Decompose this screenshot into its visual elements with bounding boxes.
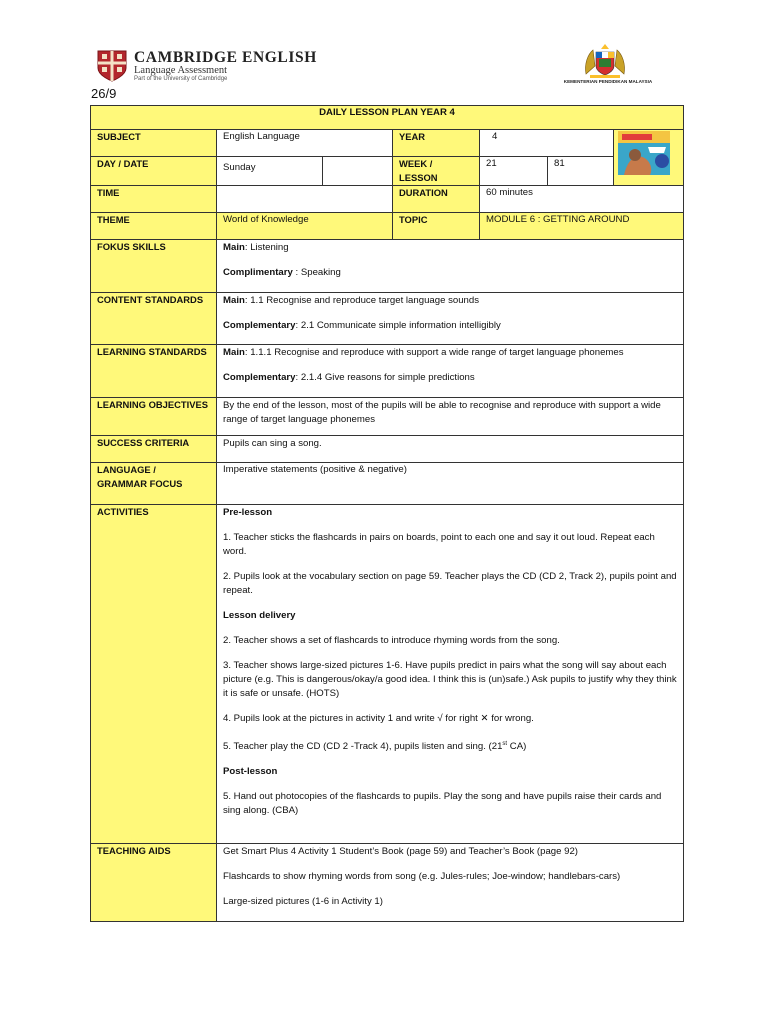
activities-row — [91, 505, 684, 844]
page-header — [0, 0, 768, 101]
fokus-skills-label: FOKUS SKILLS — [91, 240, 217, 293]
grammar-focus-row — [91, 463, 684, 505]
learning-main-value: : 1.1.1 Recognise and reproduce with support a wide range of target language phonemes — [244, 347, 624, 358]
activity-delivery-4-sup: st — [502, 741, 508, 747]
activity-delivery-4-tail: CA) — [507, 741, 527, 753]
activity-delivery-4 — [223, 737, 677, 754]
learning-objectives-value: By the end of the lesson, most of the pupils will be able to recognise and reproduce with support a wide range of target language phonemes — [217, 398, 684, 436]
activities-value — [217, 505, 684, 844]
grammar-focus-label — [91, 463, 217, 505]
theme-value: World of Knowledge — [217, 213, 393, 240]
plan-title: DAILY LESSON PLAN YEAR 4 — [91, 106, 684, 130]
year-value: 4 — [480, 130, 614, 157]
year-label: YEAR — [393, 130, 480, 157]
grammar-label-line-2: GRAMMAR FOCUS — [97, 478, 183, 489]
date-note: 26/9 — [91, 86, 117, 101]
activities-label: ACTIVITIES — [91, 505, 217, 844]
pre-lesson-heading: Pre-lesson — [223, 507, 273, 518]
activity-post-1: 5. Hand out photocopies of the flashcards to pupils. Play the song and have pupils raise their cards and sing along. (CBA) — [223, 791, 662, 817]
learning-comp-label: Complementary — [223, 372, 296, 383]
teaching-aid-1: Get Smart Plus 4 Activity 1 Student’s Book (page 59) and Teacher’s Book (page 92) — [223, 846, 578, 857]
content-standards-value — [217, 293, 684, 345]
activity-pre-2: 2. Pupils look at the vocabulary section on page 59. Teacher plays the CD (CD 2, Track 2), pupils point and repeat. — [223, 571, 677, 596]
subject-value: English Language — [217, 130, 393, 157]
activity-delivery-2: 3. Teacher shows large-sized pictures 1-6. Have pupils predict in pairs what the song will say about each picture (e.g. This is dangerous/okay/a good idea. I think this is (un)safe.) Ask pupils to justify why they think it is safe or unsafe. (HOTS) — [223, 660, 677, 699]
topic-label: TOPIC — [393, 213, 480, 240]
success-criteria-value: Pupils can sing a song. — [217, 436, 684, 463]
lesson-plan-table — [90, 105, 684, 922]
activity-delivery-1: 2. Teacher shows a set of flashcards to introduce rhyming words from the song. — [223, 635, 560, 646]
content-comp-value: : 2.1 Communicate simple information intelligibly — [295, 320, 501, 331]
day-row — [91, 157, 684, 186]
activity-pre-1: 1. Teacher sticks the flashcards in pairs on boards, point to each one and say it out loud. Repeat each word. — [223, 532, 655, 557]
success-criteria-row — [91, 436, 684, 463]
teaching-aids-value — [217, 844, 684, 922]
teaching-aid-2: Flashcards to show rhyming words from song (e.g. Jules-rules; Joe-window; handlebars-cars) — [223, 871, 621, 882]
fokus-skills-row — [91, 240, 684, 293]
subject-row — [91, 130, 684, 157]
fokus-skills-value — [217, 240, 684, 293]
cambridge-subtitle: Language Assessment — [134, 65, 228, 76]
activity-delivery-4-text: 5. Teacher play the CD (CD 2 -Track 4), pupils listen and sing. (21 — [223, 741, 503, 753]
date-value — [323, 157, 393, 186]
fokus-main-label: Main — [223, 242, 245, 253]
learning-standards-label: LEARNING STANDARDS — [91, 345, 217, 398]
learning-standards-value — [217, 345, 684, 398]
day-label: DAY / DATE — [91, 157, 217, 186]
learning-standards-row — [91, 345, 684, 398]
content-standards-label: CONTENT STANDARDS — [91, 293, 217, 345]
learning-main-label: Main — [223, 347, 245, 358]
theme-row — [91, 213, 684, 240]
cambridge-title: CAMBRIDGE ENGLISH — [134, 49, 317, 66]
post-lesson-heading: Post-lesson — [223, 766, 278, 778]
book-cover-cell — [614, 130, 684, 186]
week-label: WEEK / LESSON — [393, 157, 480, 186]
content-comp-label: Complementary — [223, 320, 296, 331]
learning-comp-value: : 2.1.4 Give reasons for simple predictions — [295, 372, 475, 383]
content-standards-row — [91, 293, 684, 345]
teaching-aid-3: Large-sized pictures (1-6 in Activity 1) — [223, 896, 383, 907]
learning-objectives-label: LEARNING OBJECTIVES — [91, 398, 217, 436]
malaysia-crest-icon — [582, 44, 628, 78]
fokus-main-value: : Listening — [244, 242, 289, 253]
teaching-aids-label: TEACHING AIDS — [91, 844, 217, 922]
time-value — [217, 186, 393, 213]
content-main-label: Main — [223, 295, 245, 306]
get-smart-plus-4-book-cover — [618, 131, 670, 175]
topic-value: MODULE 6 : GETTING AROUND — [480, 213, 684, 240]
grammar-label-line-1: LANGUAGE / — [97, 464, 156, 475]
ministry-logo — [552, 44, 664, 86]
grammar-focus-value: Imperative statements (positive & negative) — [217, 463, 684, 505]
duration-label: DURATION — [393, 186, 480, 213]
time-label: TIME — [91, 186, 217, 213]
content-main-value: : 1.1 Recognise and reproduce target language sounds — [244, 295, 480, 306]
learning-objectives-row — [91, 398, 684, 436]
activity-delivery-3: 4. Pupils look at the pictures in activity 1 and write √ for right ✕ for wrong. — [223, 713, 534, 724]
week-value: 21 — [480, 157, 548, 186]
cambridge-tagline: Part of the University of Cambridge — [134, 76, 228, 82]
day-value: Sunday — [217, 157, 323, 186]
fokus-comp-label: Complimentary — [223, 267, 293, 278]
cambridge-english-logo — [97, 50, 327, 84]
cambridge-shield-icon — [97, 50, 127, 82]
theme-label: THEME — [91, 213, 217, 240]
title-row — [91, 106, 684, 130]
lesson-delivery-heading: Lesson delivery — [223, 610, 296, 621]
lesson-value: 81 — [548, 157, 614, 186]
ministry-name: KEMENTERIAN PENDIDIKAN MALAYSIA — [563, 79, 653, 84]
fokus-comp-value: : Speaking — [292, 267, 341, 278]
teaching-aids-row — [91, 844, 684, 922]
subject-label: SUBJECT — [91, 130, 217, 157]
time-row — [91, 186, 684, 213]
duration-value: 60 minutes — [480, 186, 684, 213]
success-criteria-label: SUCCESS CRITERIA — [91, 436, 217, 463]
